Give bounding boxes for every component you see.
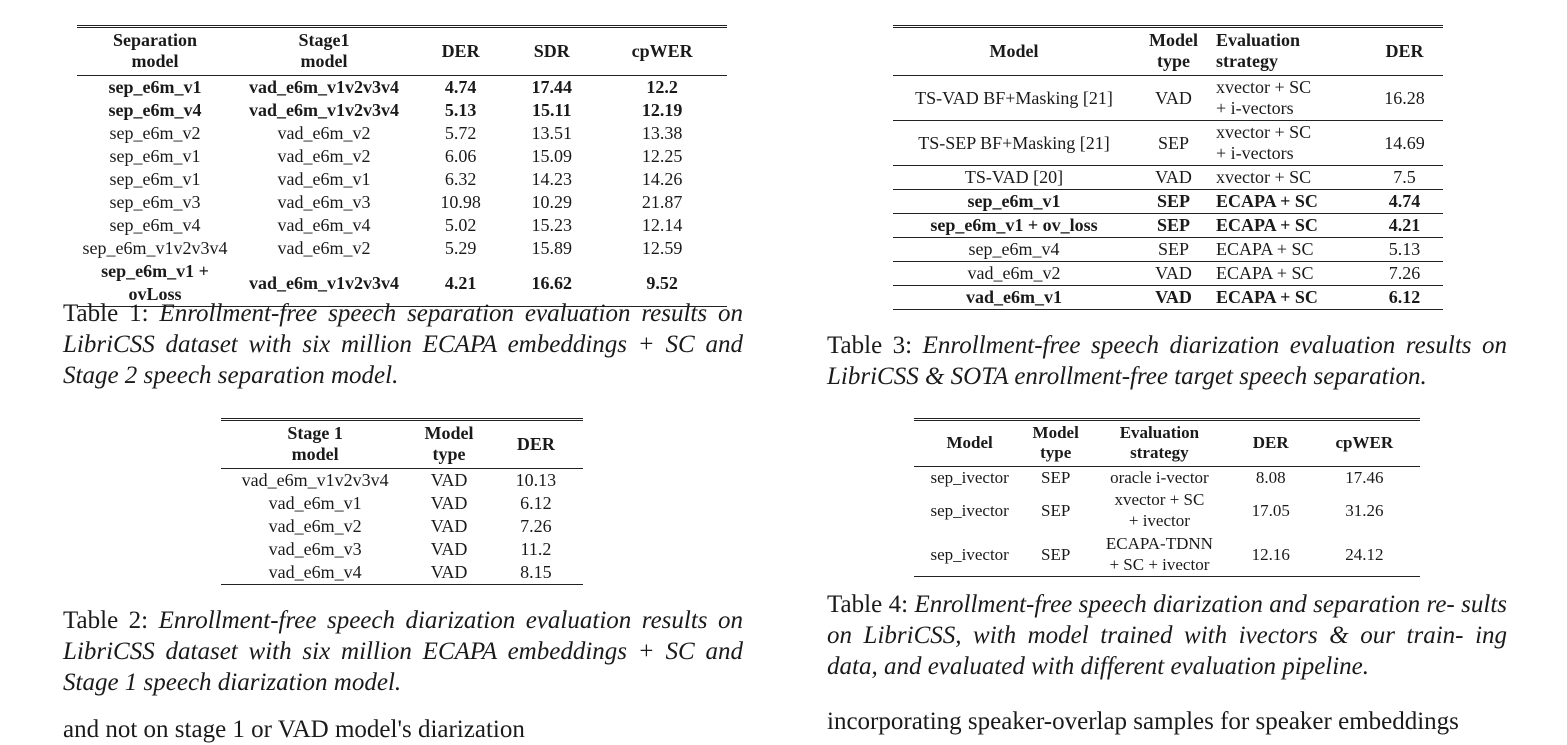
table-cell: VAD: [1135, 286, 1212, 310]
table-3-header: DER: [1366, 27, 1443, 76]
table-2-header: DER: [489, 420, 583, 469]
table-cell: vad_e6m_v1v2v3v4: [249, 272, 399, 293]
table-cell: sep_ivector: [930, 500, 1009, 520]
table-cell: [1086, 467, 1233, 489]
table-4: [914, 418, 1420, 577]
table-cell: 6.06: [444, 146, 477, 166]
table-row: [893, 121, 1443, 166]
table-cell: TS-SEP BF+Masking [21]: [893, 121, 1135, 166]
table-cell: [1212, 238, 1366, 262]
table-cell: 15.09: [531, 146, 572, 166]
table-row: [221, 538, 583, 561]
table-cell: sep_e6m_v4: [893, 238, 1135, 262]
table-cell: 11.2: [520, 539, 552, 559]
table-cell: vad_e6m_v2: [277, 146, 371, 166]
table-3-caption: [827, 330, 1507, 392]
table-cell: VAD: [430, 470, 468, 490]
table-cell: vad_e6m_v1v2v3v4: [241, 470, 389, 490]
table-cell: sep_e6m_v1: [109, 169, 201, 189]
table-cell: 17.44: [531, 77, 572, 97]
table-cell: SEP: [1135, 121, 1212, 166]
table-1-header: Stage1 model: [233, 27, 415, 76]
cell-line: + SC + ivector: [1109, 555, 1210, 574]
table-cell: VAD: [1135, 262, 1212, 286]
cell-line: ECAPA + SC: [1216, 239, 1314, 259]
table-cell: VAD: [430, 539, 468, 559]
table-row: [893, 166, 1443, 190]
body-text-right: incorporating speaker-overlap samples for speaker embeddings: [827, 708, 1459, 735]
table-row: [893, 262, 1443, 286]
table-cell: [1212, 190, 1366, 214]
table-cell: 5.29: [444, 238, 477, 258]
table-cell: 8.08: [1255, 468, 1286, 487]
table-1-block: [77, 25, 727, 307]
table-1-header: DER: [415, 27, 506, 76]
table-cell: sep_e6m_v1v2v3v4: [82, 238, 228, 258]
caption-label: Table 4:: [827, 591, 909, 618]
table-cell: sep_e6m_v3: [109, 192, 201, 212]
cell-line: ECAPA + SC: [1216, 215, 1318, 235]
table-cell: vad_e6m_v1v2v3v4: [249, 100, 399, 120]
table-row: [77, 145, 727, 168]
table-2-header: Model type: [409, 420, 489, 469]
caption-text: and Stage 2 speech separation model.: [63, 331, 743, 389]
table-4-header: Model type: [1025, 420, 1086, 467]
table-row: [77, 214, 727, 237]
table-cell: 16.28: [1384, 87, 1425, 108]
table-3-header: Model: [893, 27, 1135, 76]
table-cell: VAD: [430, 493, 468, 513]
table-cell: 13.38: [641, 123, 683, 143]
table-4-header: DER: [1233, 420, 1309, 467]
cell-line: xvector + SC: [1216, 122, 1312, 142]
table-cell: [1212, 121, 1366, 166]
table-cell: VAD: [1155, 87, 1192, 108]
table-cell: 6.12: [520, 493, 552, 513]
table-row: [77, 191, 727, 214]
table-cell: 12.2: [646, 77, 678, 97]
table-cell: vad_e6m_v1: [893, 286, 1135, 310]
table-row: [77, 237, 727, 260]
table-cell: SEP: [1041, 468, 1071, 487]
table-cell: vad_e6m_v2: [277, 238, 371, 258]
table-cell: 31.26: [1345, 500, 1384, 520]
table-cell: 13.51: [531, 123, 572, 143]
table-cell: vad_e6m_v3: [277, 192, 371, 212]
table-cell: vad_e6m_v3: [268, 539, 362, 559]
table-cell: 12.59: [641, 238, 683, 258]
table-cell: 5.13: [444, 100, 477, 120]
table-cell: 7.5: [1366, 166, 1443, 190]
cell-line: xvector + SC: [1216, 167, 1312, 187]
table-cell: vad_e6m_v2: [277, 123, 371, 143]
table-2-header-row: [221, 420, 583, 469]
table-4-header: Evaluation strategy: [1086, 420, 1233, 467]
table-cell: SEP: [1135, 214, 1212, 238]
table-cell: 24.12: [1345, 544, 1384, 564]
table-row: [77, 168, 727, 191]
table-row: [221, 561, 583, 585]
table-2-block: [221, 418, 583, 585]
table-cell: VAD: [1135, 166, 1212, 190]
table-row: [893, 190, 1443, 214]
table-cell: 12.19: [641, 100, 683, 120]
table-cell: 6.32: [444, 169, 477, 189]
table-row: [893, 286, 1443, 310]
table-3: [893, 25, 1443, 310]
table-2-caption: [63, 605, 743, 698]
table-3-block: [893, 25, 1443, 310]
table-cell: vad_e6m_v4: [268, 562, 362, 582]
table-cell: 7.26: [520, 516, 552, 536]
table-cell: 21.87: [641, 192, 683, 212]
table-cell: VAD: [430, 562, 468, 582]
table-cell: [1212, 76, 1366, 121]
table-row: [221, 492, 583, 515]
table-cell: sep_ivector: [930, 468, 1009, 487]
table-cell: 10.13: [515, 470, 557, 490]
table-cell: TS-VAD BF+Masking [21]: [915, 87, 1113, 108]
table-3-header-row: [893, 27, 1443, 76]
table-row: [893, 238, 1443, 262]
table-cell: 5.13: [1366, 238, 1443, 262]
table-cell: 15.11: [531, 100, 572, 120]
table-cell: 10.29: [531, 192, 572, 212]
table-cell: 17.05: [1251, 500, 1290, 520]
table-1-caption: [63, 298, 743, 391]
table-row: [914, 532, 1420, 577]
table-cell: 7.26: [1366, 262, 1443, 286]
table-cell: 17.46: [1345, 468, 1384, 487]
table-cell: 4.74: [444, 77, 477, 97]
table-cell: 4.21: [1366, 214, 1443, 238]
table-cell: [1086, 532, 1233, 577]
table-cell: 12.16: [1251, 544, 1290, 564]
caption-text: Enrollment-free speech diarization evaluation results: [158, 607, 708, 634]
table-cell: SEP: [1135, 238, 1212, 262]
table-cell: 14.23: [531, 169, 572, 189]
table-4-caption: [827, 589, 1507, 682]
table-cell: sep_e6m_v1: [109, 146, 201, 166]
cell-line: xvector + SC: [1216, 77, 1312, 97]
table-cell: 8.15: [520, 562, 552, 582]
caption-text: ing data, and evaluated with different evaluation pipeline.: [827, 622, 1508, 680]
table-1-header: cpWER: [597, 27, 727, 76]
cell-line: ECAPA + SC: [1216, 191, 1318, 211]
table-1-header-row: [77, 27, 727, 76]
table-cell: vad_e6m_v1v2v3v4: [249, 77, 399, 97]
table-cell: 4.21: [444, 272, 477, 293]
caption-text: on LibriCSS dataset with six million ECAPA embeddings + SC: [63, 607, 744, 665]
cell-line: + ivector: [1128, 511, 1190, 530]
table-cell: 14.69: [1366, 121, 1443, 166]
table-3-header: Model type: [1135, 27, 1212, 76]
caption-text: sults on LibriCSS, with model trained with ivectors & our train-: [827, 591, 1508, 649]
cell-line: oracle i-vector: [1110, 468, 1209, 487]
caption-text: and Stage 1 speech diarization model.: [63, 638, 743, 696]
table-cell: sep_e6m_v2: [109, 123, 201, 143]
table-cell: 15.89: [531, 238, 572, 258]
caption-label: Table 1:: [63, 300, 149, 327]
table-row: [77, 76, 727, 100]
table-row: [221, 469, 583, 493]
cell-line: + i-vectors: [1216, 98, 1294, 118]
table-cell: TS-VAD [20]: [893, 166, 1135, 190]
table-2-header: Stage 1 model: [221, 420, 409, 469]
caption-text: on LibriCSS & SOTA enrollment-free target speech separation.: [827, 332, 1508, 390]
cell-line: ECAPA + SC: [1216, 263, 1314, 283]
caption-text: Enrollment-free speech diarization and separation re-: [914, 591, 1455, 618]
cell-line: xvector + SC: [1114, 490, 1205, 509]
table-cell: [1212, 166, 1366, 190]
table-cell: VAD: [430, 516, 468, 536]
table-4-block: [914, 418, 1420, 577]
table-cell: 5.02: [444, 215, 477, 235]
table-cell: [1212, 214, 1366, 238]
table-cell: 4.74: [1366, 190, 1443, 214]
cell-line: ECAPA-TDNN: [1105, 534, 1213, 553]
table-cell: vad_e6m_v1: [268, 493, 362, 513]
table-cell: 9.52: [646, 272, 678, 293]
table-cell: sep_e6m_v1: [893, 190, 1135, 214]
table-cell: SEP: [1135, 190, 1212, 214]
table-row: [893, 214, 1443, 238]
table-cell: 14.26: [641, 169, 683, 189]
table-row: [77, 122, 727, 145]
table-cell: sep_e6m_v1 + ovLoss: [101, 261, 209, 304]
table-cell: SEP: [1041, 544, 1071, 564]
body-text-left: and not on stage 1 or VAD model's diarization: [63, 716, 525, 743]
table-cell: 12.14: [641, 215, 683, 235]
table-cell: 10.98: [440, 192, 481, 212]
table-4-header-row: [914, 420, 1420, 467]
table-row: [221, 515, 583, 538]
caption-label: Table 3:: [827, 332, 913, 359]
table-cell: [1212, 286, 1366, 310]
table-2: [221, 418, 583, 585]
table-cell: SEP: [1041, 500, 1071, 520]
table-row: [914, 467, 1420, 489]
cell-line: ECAPA + SC: [1216, 287, 1318, 307]
table-row: [914, 488, 1420, 532]
caption-label: Table 2:: [63, 607, 149, 634]
table-cell: vad_e6m_v1: [277, 169, 371, 189]
table-cell: [1086, 488, 1233, 532]
table-cell: 6.12: [1366, 286, 1443, 310]
table-cell: sep_ivector: [930, 544, 1009, 564]
table-cell: sep_e6m_v4: [109, 215, 201, 235]
caption-text: Enrollment-free speech separation evaluation results: [159, 300, 708, 327]
table-cell: vad_e6m_v4: [277, 215, 371, 235]
caption-text: on LibriCSS dataset with six million ECAPA embeddings + SC: [63, 300, 744, 358]
table-cell: sep_e6m_v1: [108, 77, 202, 97]
table-1: [77, 25, 727, 307]
table-cell: 16.62: [531, 272, 572, 293]
table-1-header: SDR: [506, 27, 597, 76]
table-4-header: Model: [914, 420, 1025, 467]
table-cell: 5.72: [444, 123, 477, 143]
table-4-header: cpWER: [1309, 420, 1420, 467]
table-3-header: Evaluation strategy: [1212, 27, 1366, 76]
table-1-header: Separation model: [77, 27, 233, 76]
table-row: [77, 99, 727, 122]
table-cell: vad_e6m_v2: [893, 262, 1135, 286]
table-cell: [1212, 262, 1366, 286]
table-row: [893, 76, 1443, 121]
cell-line: + i-vectors: [1216, 143, 1294, 163]
table-cell: 12.25: [641, 146, 683, 166]
table-cell: sep_e6m_v1 + ov_loss: [893, 214, 1135, 238]
caption-text: Enrollment-free speech diarization evaluation results: [922, 332, 1472, 359]
table-cell: sep_e6m_v4: [108, 100, 202, 120]
table-cell: 15.23: [531, 215, 572, 235]
table-cell: vad_e6m_v2: [268, 516, 362, 536]
